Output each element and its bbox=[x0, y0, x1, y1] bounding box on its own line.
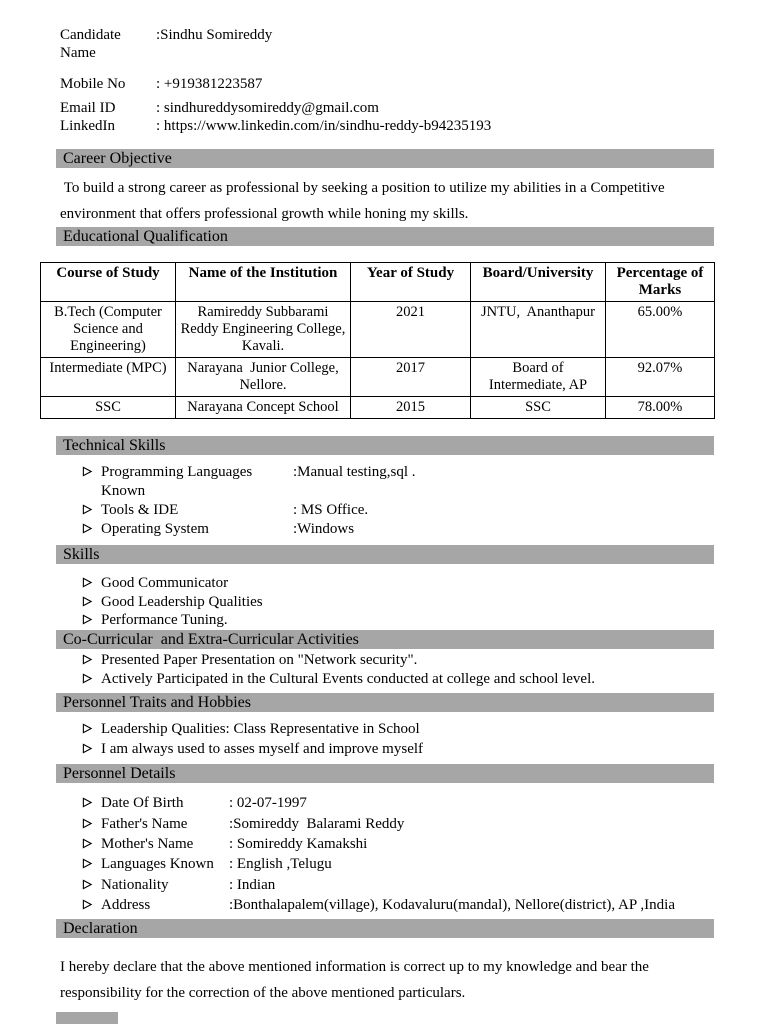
skill-value: : MS Office. bbox=[293, 502, 369, 518]
trait-text: I am always used to asses myself and improve myself bbox=[101, 741, 424, 758]
activity-text: Actively Participated in the Cultural Events conducted at college and school level. bbox=[101, 671, 596, 688]
declaration-text: I hereby declare that the above mentioned information is correct up to my knowledge and bear the responsibility for the correction of the above mentioned particulars. bbox=[60, 958, 653, 1001]
table-row bbox=[41, 302, 715, 358]
section-header-skills: Skills bbox=[56, 545, 714, 564]
list-item bbox=[82, 834, 768, 854]
section-header-personal-details: Personnel Details bbox=[56, 764, 714, 783]
arrow-bullet-icon bbox=[82, 876, 101, 896]
cell-course: B.Tech (Computer Science and Engineering) bbox=[41, 302, 176, 358]
list-item bbox=[82, 895, 768, 915]
detail-value: : Somireddy Kamakshi bbox=[229, 835, 368, 852]
column-header-board: Board/University bbox=[471, 263, 606, 302]
arrow-bullet-icon bbox=[82, 464, 101, 483]
linkedin-row bbox=[60, 117, 768, 135]
table-row bbox=[41, 397, 715, 419]
arrow-bullet-icon bbox=[82, 652, 101, 671]
detail-label: Mother's Name bbox=[101, 835, 194, 852]
list-item bbox=[82, 501, 768, 520]
section-header-cocurricular: Co-Curricular and Extra-Curricular Activities bbox=[56, 630, 714, 649]
list-item bbox=[82, 574, 768, 593]
arrow-bullet-icon bbox=[82, 855, 101, 875]
trait-text: Leadership Qualities: Class Representative in School bbox=[101, 721, 420, 738]
list-item bbox=[82, 651, 768, 670]
arrow-bullet-icon bbox=[82, 594, 101, 613]
skill-value: :Manual testing,sql . bbox=[293, 464, 416, 480]
arrow-bullet-icon bbox=[82, 575, 101, 594]
email-row bbox=[60, 99, 768, 117]
list-item bbox=[82, 739, 768, 759]
detail-value: :Bonthalapalem(village), Kodavaluru(mandal), Nellore(district), AP ,India bbox=[229, 897, 675, 914]
section-header-traits: Personnel Traits and Hobbies bbox=[56, 693, 714, 712]
candidate-name-label: Candidate Name bbox=[60, 27, 121, 61]
activity-text: Presented Paper Presentation on "Network security". bbox=[101, 652, 418, 669]
arrow-bullet-icon bbox=[82, 521, 101, 540]
detail-label: Father's Name bbox=[101, 815, 188, 832]
detail-label: Address bbox=[101, 897, 151, 914]
skills-list bbox=[82, 574, 768, 630]
email-value: : sindhureddysomireddy@gmail.com bbox=[156, 100, 379, 116]
cell-board: JNTU, Ananthapur bbox=[471, 302, 606, 358]
cell-board: Board of Intermediate, AP bbox=[471, 358, 606, 397]
list-item bbox=[82, 463, 768, 501]
linkedin-label: LinkedIn bbox=[60, 118, 115, 134]
list-item bbox=[82, 814, 768, 834]
list-item bbox=[82, 854, 768, 874]
cell-board: SSC bbox=[471, 397, 606, 419]
table-row bbox=[41, 358, 715, 397]
arrow-bullet-icon bbox=[82, 794, 101, 814]
education-table-header-row bbox=[41, 263, 715, 302]
section-header-technical-skills: Technical Skills bbox=[56, 436, 714, 455]
detail-label: Date Of Birth bbox=[101, 795, 184, 812]
skill-item-text: Good Communicator bbox=[101, 575, 229, 591]
section-header-declaration: Declaration bbox=[56, 919, 714, 938]
cocurricular-list bbox=[82, 651, 768, 689]
detail-value: : English ,Telugu bbox=[229, 856, 332, 873]
list-item bbox=[82, 520, 768, 539]
linkedin-url: : https://www.linkedin.com/in/sindhu-reddy-b94235193 bbox=[156, 118, 492, 134]
cell-institution: Ramireddy Subbarami Reddy Engineering College, Kavali. bbox=[176, 302, 351, 358]
skill-label: Tools & IDE bbox=[101, 502, 179, 518]
technical-skills-list bbox=[82, 463, 768, 539]
email-label: Email ID bbox=[60, 100, 116, 116]
career-objective-text: To build a strong career as professional by seeking a position to utilize my abilities in a Competitive environment that offers professional growth while honing my skills. bbox=[60, 180, 669, 222]
arrow-bullet-icon bbox=[82, 612, 101, 631]
list-item bbox=[82, 719, 768, 739]
column-header-institution: Name of the Institution bbox=[176, 263, 351, 302]
cell-institution: Narayana Concept School bbox=[176, 397, 351, 419]
education-table bbox=[40, 262, 715, 419]
cell-percentage: 92.07% bbox=[606, 358, 715, 397]
list-item bbox=[82, 670, 768, 689]
cell-percentage: 65.00% bbox=[606, 302, 715, 358]
detail-value: : 02-07-1997 bbox=[229, 795, 307, 812]
contact-block bbox=[60, 0, 768, 135]
detail-label: Languages Known bbox=[101, 856, 214, 873]
arrow-bullet-icon bbox=[82, 740, 101, 760]
arrow-bullet-icon bbox=[82, 896, 101, 916]
skill-item-text: Good Leadership Qualities bbox=[101, 593, 263, 610]
arrow-bullet-icon bbox=[82, 815, 101, 835]
personal-details-list bbox=[82, 793, 768, 915]
detail-label: Nationality bbox=[101, 876, 169, 893]
mobile-row bbox=[60, 75, 768, 93]
mobile-value: : +919381223587 bbox=[156, 76, 263, 92]
column-header-year: Year of Study bbox=[351, 263, 471, 302]
cell-course: SSC bbox=[41, 397, 176, 419]
candidate-name-row bbox=[60, 26, 768, 62]
arrow-bullet-icon bbox=[82, 671, 101, 690]
cell-course: Intermediate (MPC) bbox=[41, 358, 176, 397]
skill-value: :Windows bbox=[293, 521, 355, 537]
detail-value: :Somireddy Balarami Reddy bbox=[229, 815, 405, 832]
cell-year: 2021 bbox=[351, 302, 471, 358]
arrow-bullet-icon bbox=[82, 835, 101, 855]
column-header-course: Course of Study bbox=[41, 263, 176, 302]
list-item bbox=[82, 793, 768, 813]
cell-percentage: 78.00% bbox=[606, 397, 715, 419]
detail-value: : Indian bbox=[229, 876, 276, 893]
partial-section-bar bbox=[56, 1012, 118, 1024]
cell-institution: Narayana Junior College, Nellore. bbox=[176, 358, 351, 397]
list-item bbox=[82, 875, 768, 895]
arrow-bullet-icon bbox=[82, 502, 101, 521]
cell-year: 2015 bbox=[351, 397, 471, 419]
cell-year: 2017 bbox=[351, 358, 471, 397]
section-header-career-objective: Career Objective bbox=[56, 149, 714, 168]
traits-list bbox=[82, 719, 768, 759]
skill-item-text: Performance Tuning. bbox=[101, 612, 228, 629]
skill-label: Programming Languages Known bbox=[101, 464, 253, 499]
list-item bbox=[82, 611, 768, 630]
mobile-label: Mobile No bbox=[60, 76, 126, 92]
column-header-percentage: Percentage of Marks bbox=[606, 263, 715, 302]
candidate-name-value: :Sindhu Somireddy bbox=[156, 27, 273, 43]
section-header-educational-qualification: Educational Qualification bbox=[56, 227, 714, 246]
skill-label: Operating System bbox=[101, 521, 209, 537]
arrow-bullet-icon bbox=[82, 720, 101, 740]
list-item bbox=[82, 593, 768, 612]
